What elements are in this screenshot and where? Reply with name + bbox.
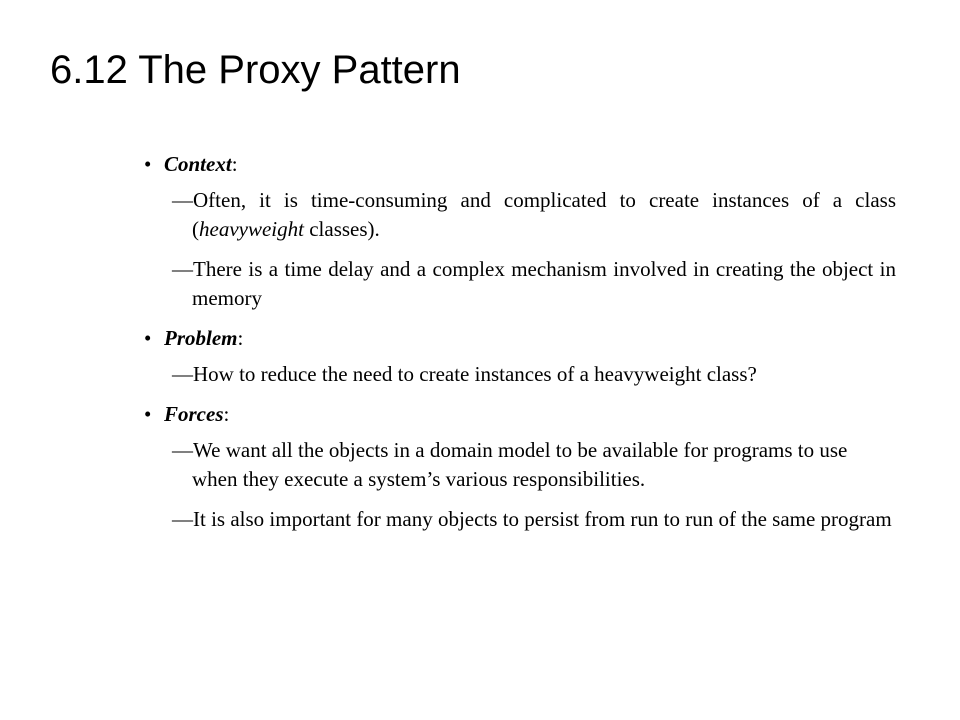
bullet-dot-icon: • — [144, 326, 152, 350]
bullet-suffix: : — [231, 152, 238, 176]
sub-text: Often, it is time-consuming and complicated to create instances of a class ( — [192, 188, 896, 241]
sub-text: It is also important for many objects to persist from run to run of the same program — [193, 507, 892, 531]
sub-item — [144, 360, 896, 389]
bullet-label: Forces — [164, 402, 224, 426]
dash: — — [172, 257, 193, 281]
sub-text: How to reduce the need to create instances of a heavyweight class? — [193, 362, 757, 386]
bullet-label: Problem — [164, 326, 238, 350]
bullet-label: Context — [164, 152, 232, 176]
dash: — — [172, 362, 193, 386]
sub-text-emphasis: heavyweight — [199, 217, 304, 241]
bullet-suffix: : — [237, 326, 244, 350]
bullet-dot-icon: • — [144, 402, 152, 426]
dash: — — [172, 438, 193, 462]
sub-item — [144, 505, 896, 534]
bullet-forces — [144, 400, 896, 429]
slide-content — [144, 150, 896, 545]
sub-item — [144, 255, 896, 313]
bullet-context — [144, 150, 896, 179]
dash: — — [172, 188, 193, 212]
bullet-suffix: : — [223, 402, 230, 426]
dash: — — [172, 507, 193, 531]
slide-title: 6.12 The Proxy Pattern — [50, 48, 461, 92]
sub-text: We want all the objects in a domain model to be available for programs to use when they execute a system’s various responsibilities. — [192, 438, 848, 491]
sub-text: classes). — [303, 217, 380, 241]
bullet-dot-icon: • — [144, 152, 152, 176]
sub-text: There is a time delay and a complex mechanism involved in creating the object in memory — [192, 257, 896, 310]
sub-item — [144, 436, 896, 494]
bullet-problem — [144, 324, 896, 353]
sub-item — [144, 186, 896, 244]
